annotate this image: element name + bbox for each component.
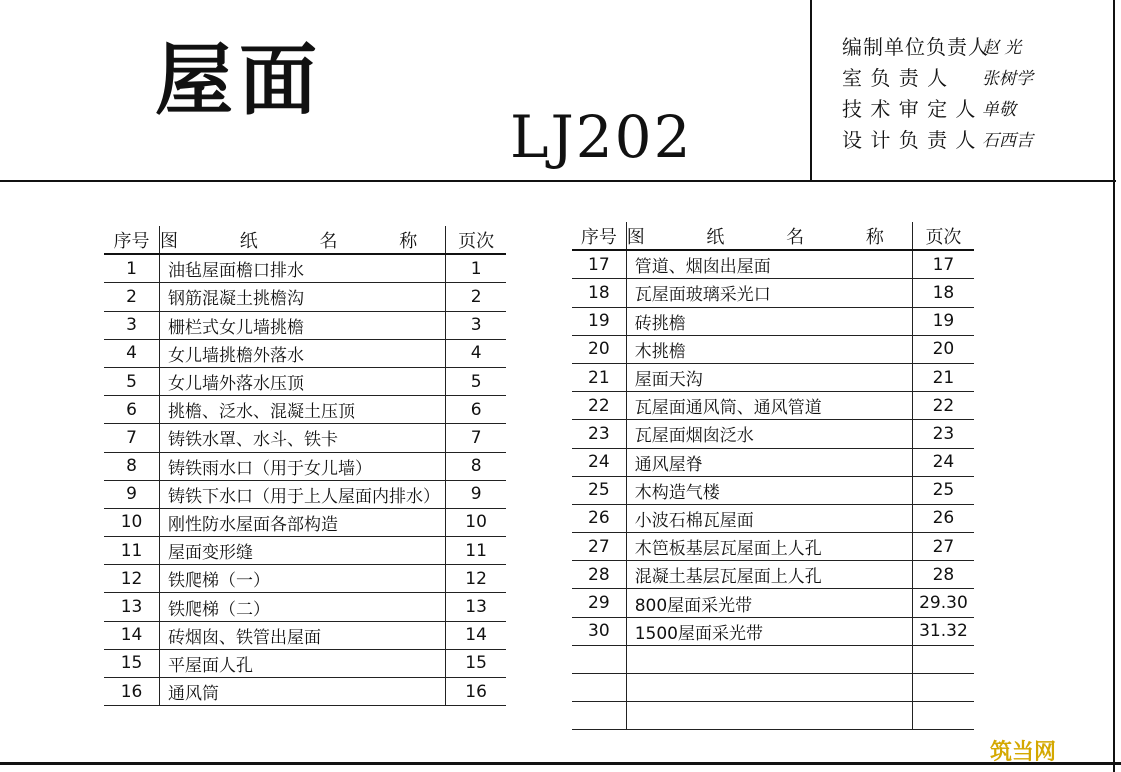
row-number: 19 (572, 307, 626, 335)
page-number: 5 (446, 367, 506, 395)
column-header-name: 图 纸 名 称 (626, 222, 912, 250)
row-number: 7 (104, 424, 160, 452)
row-number: 1 (104, 254, 160, 283)
drawing-name: 平屋面人孔 (160, 649, 446, 677)
page-number: 6 (446, 396, 506, 424)
drawing-name: 油毡屋面檐口排水 (160, 254, 446, 283)
drawing-name: 瓦屋面玻璃采光口 (626, 279, 912, 307)
drawing-name: 铁爬梯（一） (160, 565, 446, 593)
signature-name: 单敬 (982, 100, 1016, 120)
page-number (912, 702, 974, 730)
table-row (104, 565, 506, 593)
page-number: 24 (912, 448, 974, 476)
column-header-page: 页次 (446, 226, 506, 254)
signature-label: 室 负 责 人 (842, 66, 949, 90)
row-number (572, 702, 626, 730)
row-number: 11 (104, 537, 160, 565)
row-number: 2 (104, 283, 160, 311)
table-row (104, 593, 506, 621)
table-header-row (572, 222, 974, 250)
row-number: 24 (572, 448, 626, 476)
row-number: 9 (104, 480, 160, 508)
row-number: 25 (572, 476, 626, 504)
page-number: 7 (446, 424, 506, 452)
page-number: 19 (912, 307, 974, 335)
signature-row (842, 123, 1033, 154)
drawing-name: 通风屋脊 (626, 448, 912, 476)
table-row (572, 476, 974, 504)
page-number: 3 (446, 311, 506, 339)
drawing-name: 栅栏式女儿墙挑檐 (160, 311, 446, 339)
drawing-name: 砖挑檐 (626, 307, 912, 335)
drawing-name: 木构造气楼 (626, 476, 912, 504)
drawing-name: 铸铁雨水口（用于女儿墙） (160, 452, 446, 480)
drawing-name: 木挑檐 (626, 335, 912, 363)
row-number: 15 (104, 649, 160, 677)
row-number: 13 (104, 593, 160, 621)
page-number: 20 (912, 335, 974, 363)
signature-label: 技 术 审 定 人 (842, 97, 977, 121)
table-row (572, 250, 974, 279)
table-row (104, 480, 506, 508)
page-number: 10 (446, 508, 506, 536)
table-row (572, 617, 974, 645)
table-row (572, 335, 974, 363)
table-row (572, 589, 974, 617)
page-number: 31.32 (912, 617, 974, 645)
drawing-name: 屋面变形缝 (160, 537, 446, 565)
drawing-name: 管道、烟囱出屋面 (626, 250, 912, 279)
table-row (104, 339, 506, 367)
table-row (572, 645, 974, 673)
drawing-name: 砖烟囱、铁管出屋面 (160, 621, 446, 649)
drawing-name: 铸铁水罩、水斗、铁卡 (160, 424, 446, 452)
drawing-name (626, 674, 912, 702)
table-row (572, 533, 974, 561)
row-number: 28 (572, 561, 626, 589)
row-number: 12 (104, 565, 160, 593)
drawing-name: 通风筒 (160, 678, 446, 706)
signature-row (842, 30, 1033, 61)
signature-label: 编制单位负责人 (842, 35, 989, 59)
row-number: 29 (572, 589, 626, 617)
page-number: 18 (912, 279, 974, 307)
table-row (572, 448, 974, 476)
row-number: 27 (572, 533, 626, 561)
page-number: 2 (446, 283, 506, 311)
row-number: 10 (104, 508, 160, 536)
row-number: 6 (104, 396, 160, 424)
table-row (572, 420, 974, 448)
site-watermark: 筑当网 (990, 740, 1057, 765)
drawing-name: 挑檐、泛水、混凝土压顶 (160, 396, 446, 424)
row-number: 22 (572, 392, 626, 420)
page-number: 23 (912, 420, 974, 448)
drawing-name: 铸铁下水口（用于上人屋面内排水） (160, 480, 446, 508)
page-number: 9 (446, 480, 506, 508)
signature-row (842, 92, 1033, 123)
row-number: 21 (572, 363, 626, 391)
page-number: 25 (912, 476, 974, 504)
column-header-number: 序号 (572, 222, 626, 250)
table-row (572, 674, 974, 702)
row-number: 8 (104, 452, 160, 480)
row-number: 23 (572, 420, 626, 448)
signature-name: 张树学 (982, 69, 1033, 89)
page-number: 11 (446, 537, 506, 565)
drawing-name: 刚性防水屋面各部构造 (160, 508, 446, 536)
row-number: 20 (572, 335, 626, 363)
table-row (104, 649, 506, 677)
page-number: 17 (912, 250, 974, 279)
contents-table-right (572, 222, 974, 730)
row-number: 17 (572, 250, 626, 279)
drawing-name: 钢筋混凝土挑檐沟 (160, 283, 446, 311)
table-row (572, 702, 974, 730)
drawing-name: 混凝土基层瓦屋面上人孔 (626, 561, 912, 589)
page-title: 屋面 (155, 36, 324, 126)
row-number: 30 (572, 617, 626, 645)
page-number (912, 674, 974, 702)
page-number: 21 (912, 363, 974, 391)
row-number (572, 674, 626, 702)
contents-table-left (104, 226, 506, 706)
row-number: 26 (572, 504, 626, 532)
drawing-code: LJ202 (510, 103, 693, 171)
table-row (572, 279, 974, 307)
drawing-name: 瓦屋面烟囱泛水 (626, 420, 912, 448)
signature-block (842, 30, 1033, 154)
table-row (104, 367, 506, 395)
page-number: 8 (446, 452, 506, 480)
table-row (572, 561, 974, 589)
column-header-name: 图 纸 名 称 (160, 226, 446, 254)
table-row (572, 307, 974, 335)
page-number: 26 (912, 504, 974, 532)
drawing-name: 屋面天沟 (626, 363, 912, 391)
drawing-name (626, 645, 912, 673)
table-row (104, 537, 506, 565)
page-number: 12 (446, 565, 506, 593)
signature-divider (810, 0, 812, 180)
title-block-border (0, 180, 1116, 182)
table-row (104, 311, 506, 339)
right-border (1113, 0, 1115, 772)
column-header-page: 页次 (912, 222, 974, 250)
table-row (572, 504, 974, 532)
page-number: 15 (446, 649, 506, 677)
signature-name: 赵 光 (982, 38, 1022, 58)
row-number: 4 (104, 339, 160, 367)
row-number: 14 (104, 621, 160, 649)
table-row (572, 363, 974, 391)
signature-name: 石西吉 (982, 131, 1033, 151)
column-header-number: 序号 (104, 226, 160, 254)
page-number: 29.30 (912, 589, 974, 617)
page-number: 4 (446, 339, 506, 367)
table-row (104, 424, 506, 452)
drawing-name: 木笆板基层瓦屋面上人孔 (626, 533, 912, 561)
table-row (104, 254, 506, 283)
page-number: 22 (912, 392, 974, 420)
drawing-name: 女儿墙外落水压顶 (160, 367, 446, 395)
page-number: 28 (912, 561, 974, 589)
table-row (104, 452, 506, 480)
row-number: 3 (104, 311, 160, 339)
table-header-row (104, 226, 506, 254)
page-number: 1 (446, 254, 506, 283)
drawing-name (626, 702, 912, 730)
page-number: 14 (446, 621, 506, 649)
drawing-name: 小波石棉瓦屋面 (626, 504, 912, 532)
table-row (104, 621, 506, 649)
page-number: 27 (912, 533, 974, 561)
row-number: 16 (104, 678, 160, 706)
signature-label: 设 计 负 责 人 (842, 128, 977, 152)
page-number (912, 645, 974, 673)
drawing-name: 800屋面采光带 (626, 589, 912, 617)
row-number: 18 (572, 279, 626, 307)
row-number (572, 645, 626, 673)
table-row (104, 508, 506, 536)
page-number: 16 (446, 678, 506, 706)
row-number: 5 (104, 367, 160, 395)
page-number: 13 (446, 593, 506, 621)
drawing-name: 女儿墙挑檐外落水 (160, 339, 446, 367)
drawing-name: 1500屋面采光带 (626, 617, 912, 645)
table-row (572, 392, 974, 420)
table-row (104, 283, 506, 311)
signature-row (842, 61, 1033, 92)
bottom-border (0, 762, 1121, 765)
drawing-name: 铁爬梯（二） (160, 593, 446, 621)
drawing-name: 瓦屋面通风筒、通风管道 (626, 392, 912, 420)
table-row (104, 396, 506, 424)
table-row (104, 678, 506, 706)
